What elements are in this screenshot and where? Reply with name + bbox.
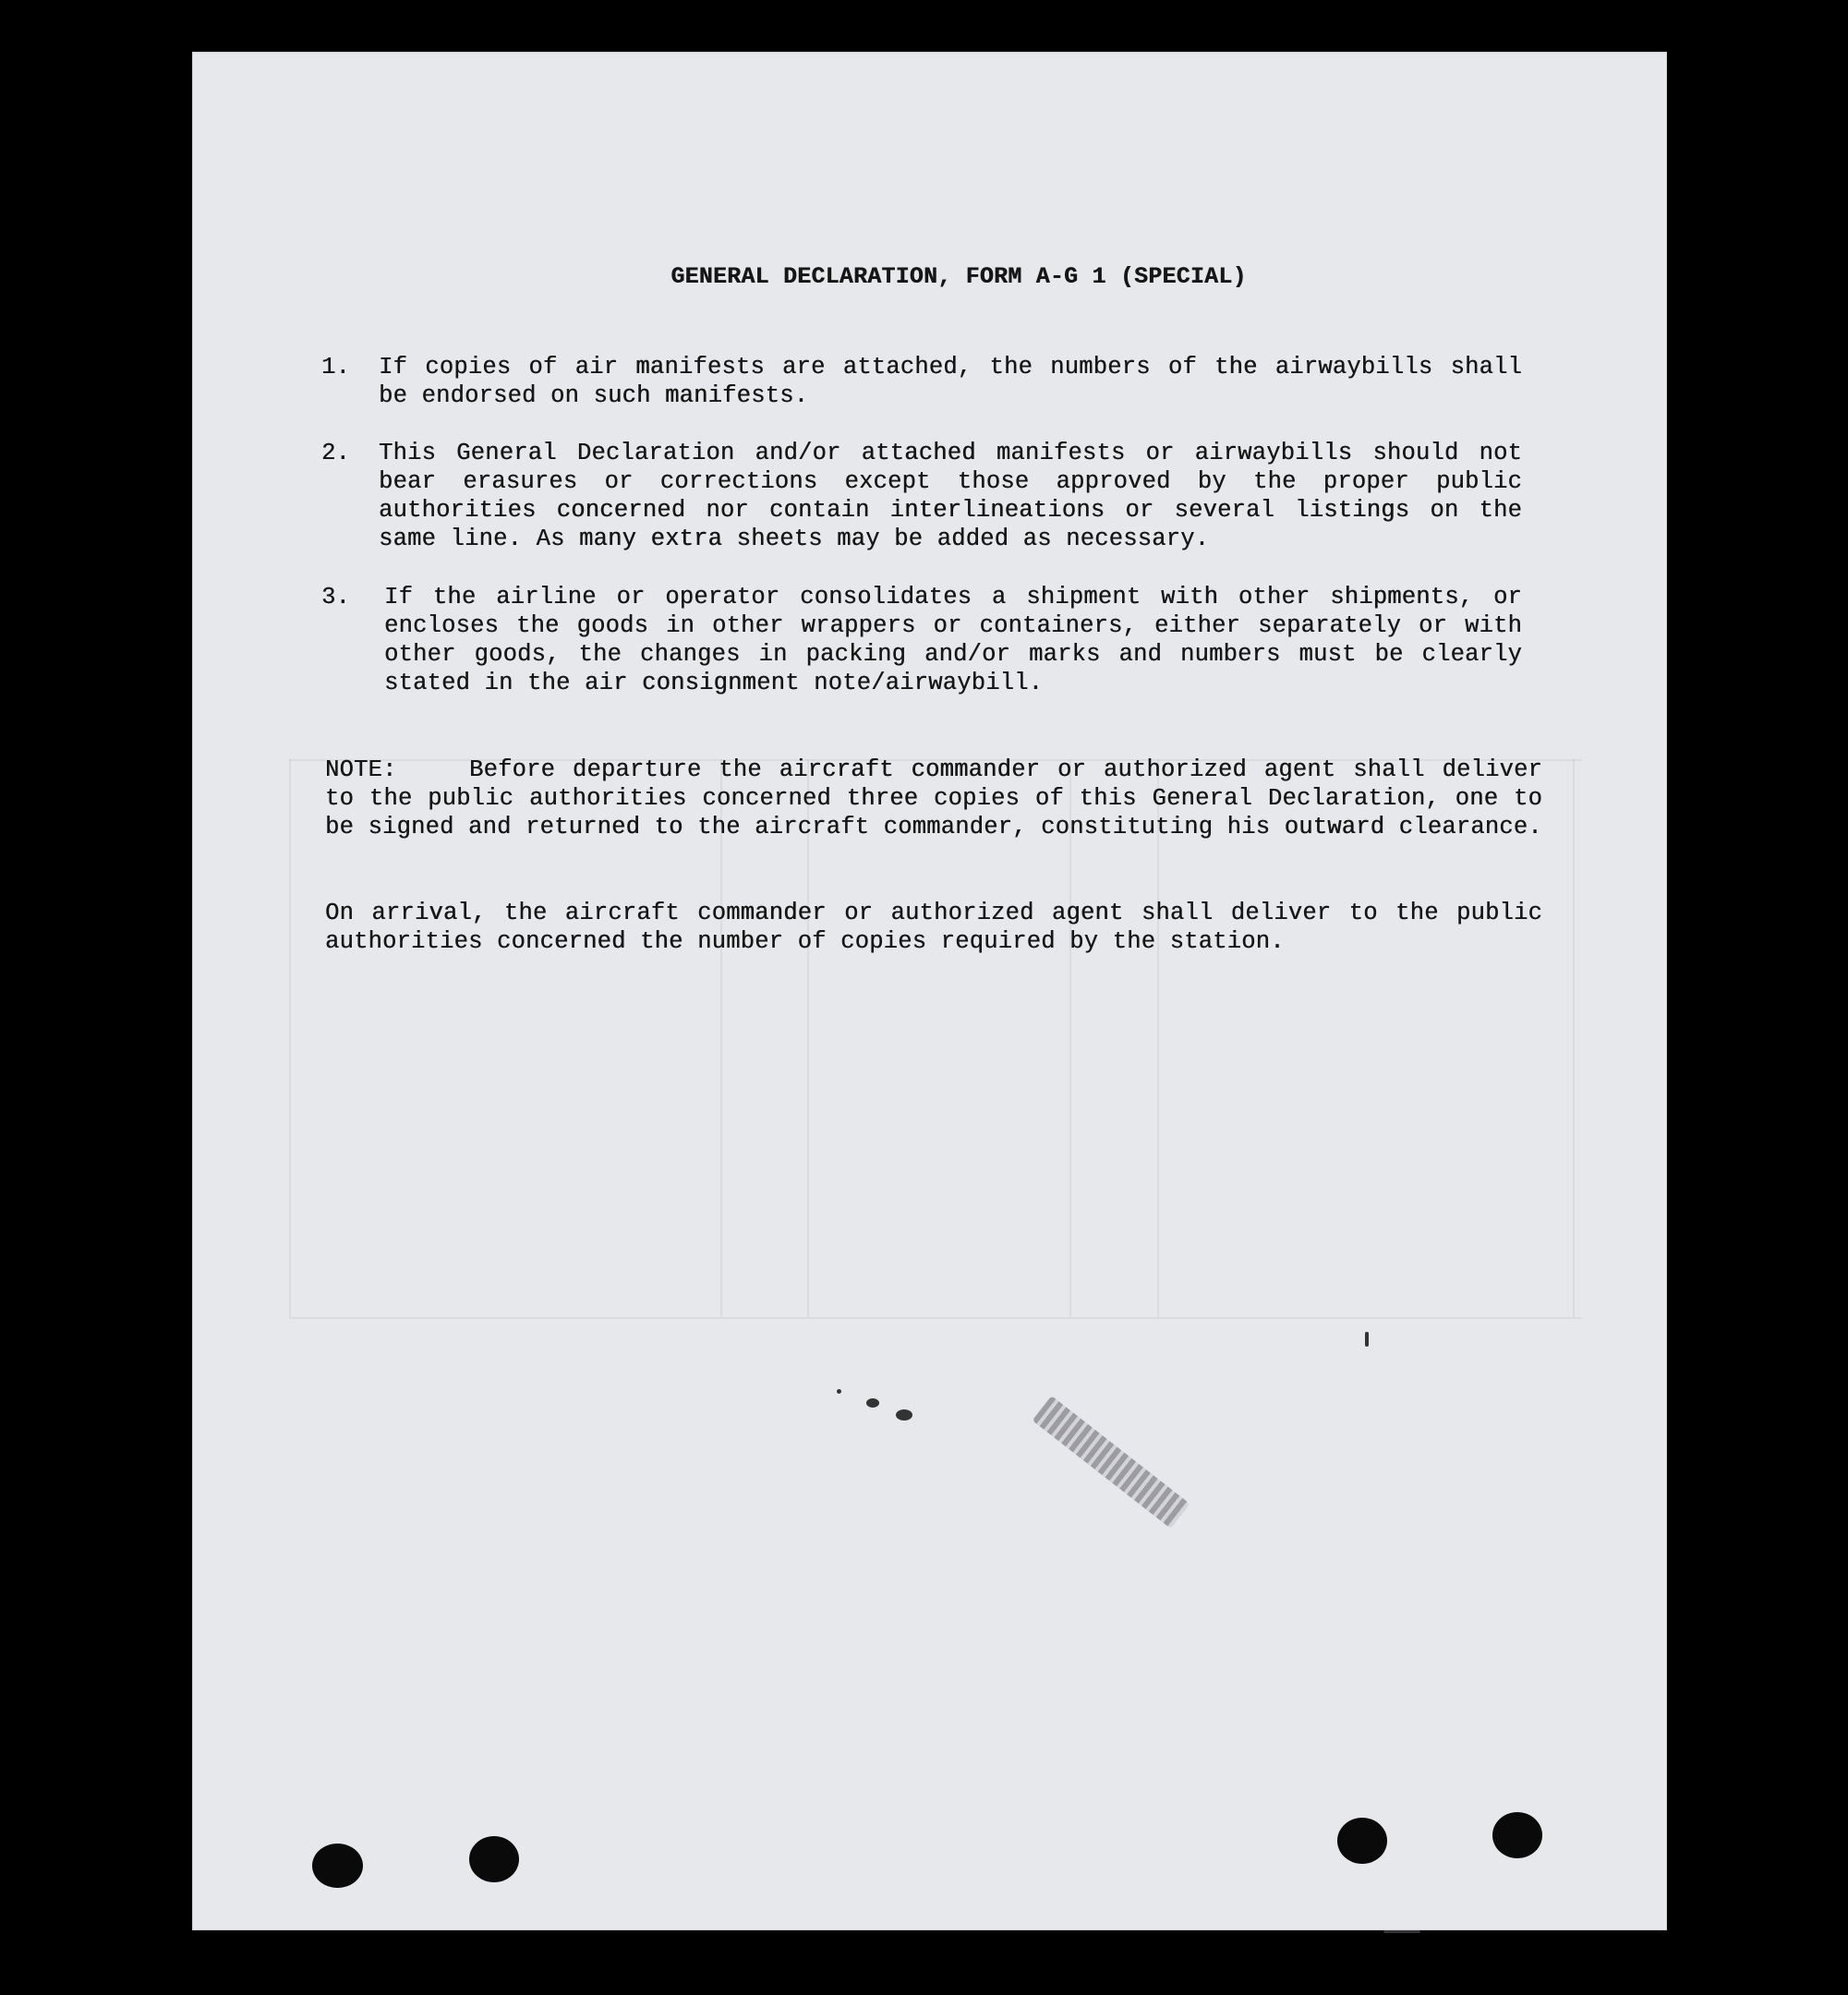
- note-paragraph: [325, 756, 1542, 841]
- item-text: If copies of air manifests are attached, the numbers of the airwaybills shall be endorsed on such manifests.: [379, 354, 1522, 409]
- stamp-smudge: [1033, 1396, 1190, 1529]
- punch-hole: [469, 1836, 519, 1882]
- ink-speck: [866, 1398, 879, 1408]
- document-page: [192, 52, 1667, 1930]
- bleed-through-rule: [720, 759, 722, 1317]
- item-text: This General Declaration and/or attached manifests or airwaybills should not bear erasures or corrections except those approved by the proper public authorities concerned nor contain interlineations or several listings on the same line. As many extra sheets may be added as necessary.: [379, 440, 1522, 552]
- list-item: [321, 353, 1522, 410]
- punch-hole: [312, 1844, 363, 1888]
- ink-speck: [837, 1389, 841, 1394]
- list-item: [321, 439, 1522, 553]
- punch-hole: [1337, 1818, 1387, 1864]
- bleed-through-rule: [1157, 759, 1159, 1317]
- note-label: NOTE:: [325, 756, 397, 783]
- punch-hole: [1492, 1812, 1542, 1858]
- arrival-paragraph: On arrival, the aircraft commander or authorized agent shall deliver to the public authorities concerned the number of copies required by the station.: [325, 900, 1542, 955]
- list-item: [321, 583, 1522, 697]
- item-text: If the airline or operator consolidates a shipment with other shipments, or encloses the goods in other wrappers or containers, either separately or with other goods, the changes in packing and/or marks and numbers must be clearly stated in the air consignment note/airwaybill.: [384, 584, 1522, 696]
- bleed-through-rule: [807, 759, 809, 1317]
- bleed-through-rule: [1573, 759, 1575, 1317]
- bleed-through-rule: [289, 759, 291, 1317]
- page-title: GENERAL DECLARATION, FORM A-G 1 (SPECIAL): [670, 263, 1247, 290]
- bleed-through-rule: [1069, 759, 1071, 1317]
- ink-speck: [1383, 1930, 1420, 1933]
- item-number: 2.: [321, 440, 351, 466]
- item-number: 3.: [321, 584, 351, 611]
- note-text: Before departure the aircraft commander or authorized agent shall deliver to the public authorities concerned three copies of this General Declaration, one to be signed and returned to the aircraft commander, constituting his outward clearance.: [325, 756, 1542, 840]
- ink-speck: [896, 1409, 912, 1421]
- item-number: 1.: [321, 354, 351, 381]
- bleed-through-rule: [289, 1317, 1582, 1319]
- ink-speck: [1365, 1332, 1369, 1347]
